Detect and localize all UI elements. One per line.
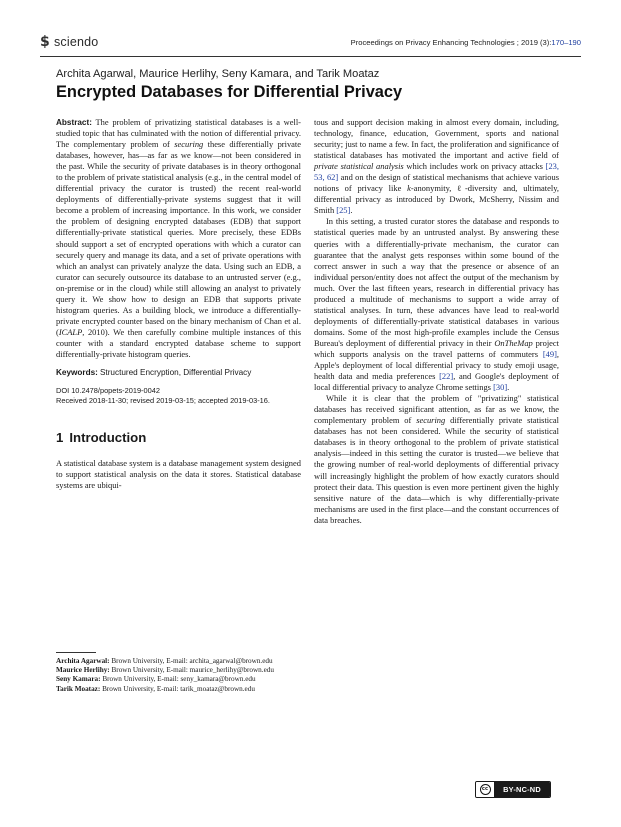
publication-meta — [56, 386, 301, 406]
body-emphasis: private statistical analysis — [314, 161, 404, 172]
body-emphasis: k — [407, 183, 411, 194]
intro-paragraph-continued — [314, 117, 559, 216]
author-list: Archita Agarwal, Maurice Herlihy, Seny Kamara, and Tarik Moataz — [56, 68, 380, 80]
footnote-affiliation: Brown University, E-mail: seny_kamara@brown.edu — [100, 675, 256, 684]
abstract-emphasis: securing — [174, 139, 204, 150]
doi: DOI 10.2478/popets-2019-0042 — [56, 386, 160, 396]
journal-citation — [351, 38, 581, 47]
header-rule — [40, 56, 581, 57]
journal-name: Proceedings on Privacy Enhancing Technologies ; 2019 (3): — [350, 37, 552, 47]
body-text: , and Google's deployment of local differential privacy to analyze Chrome settings — [314, 371, 559, 393]
citation-link[interactable]: [23, 53, 62] — [314, 161, 559, 183]
abstract-emphasis: ICALP — [58, 326, 83, 337]
journal-pages-link[interactable]: 170–190 — [551, 37, 581, 47]
page-header — [40, 34, 581, 50]
left-column — [56, 117, 301, 491]
body-text: , Apple's deployment of local differential privacy to study emoji usage, health data and media preferences — [314, 348, 559, 382]
paper-title: Encrypted Databases for Differential Privacy — [56, 83, 403, 101]
footnote-author: Tarik Moataz: — [56, 684, 101, 693]
intro-paragraph: A statistical database system is a database management system designed to support statistical analysis on the data it stores. Statistical database systems are ubiqui- — [56, 458, 301, 491]
citation-link[interactable]: [49] — [542, 348, 557, 359]
received-dates: Received 2018-11-30; revised 2019-03-15; accepted 2019-03-16. — [56, 396, 270, 406]
footnote-rule — [56, 652, 96, 653]
abstract-text: these differentially private databases, however, has—as far as we know—not been considered in the past. While the security of private databases is in theory orthogonal to the problem of private statistical analysis (e.g., in the central model of differential privacy the curator is trusted) the recent real-world deployments of differentially-private systems suggest that it will become a problem of increasing importance. In this work, we consider the problem of designing encrypted databases (EDB) that support differentially-private statistical queries. More precisely, these EDBs should support a set of encrypted operations with which a curator can securely query and manage its data, and a set of private operations with which an analyst can privately analyze the data. Using such an EDB, a curator can securely outsource its database to an untrusted server (e.g., on-premise or in the cloud) while still allowing an analyst to privately query it. We show how to design an EDB that supports private histogram queries. As a building block, we introduce a differentially-private encrypted counter based on the binary mechanism of Chan et al. ( — [56, 139, 302, 337]
body-text: and on the design of statistical mechanisms that achieve various notions of privacy like — [314, 172, 559, 194]
license-badge[interactable] — [475, 781, 551, 798]
author-footnotes — [56, 657, 301, 694]
body-text: . — [507, 382, 510, 393]
body-text: -anonymity, ℓ-diversity and, ultimately, differential privacy as introduced by Dwork, McSherry, Nissim and Smith — [314, 183, 559, 216]
body-text: project which supports analysis on the travel patterns of commuters — [314, 337, 559, 359]
body-text: In this setting, a trusted curator stores the database and responds to statistical queries made by an untrusted analyst. By answering these queries with a differentially-private mechanism, the curator can guarantee that the analyst gets responses within some bound of the correct answer in such a way that the presence or absence of an individual person/entity does not affect the output of the mechanism by much. Over the last fifteen years, research in differential privacy has produced a multitude of mechanisms to support a wide array of statistical analyses. In turn, these advances have lead to real-world deployments of differentially-private statistical databases in various domains. Some of the most high-profile examples include the Census Bureau's deployment of differential privacy in their — [314, 216, 559, 348]
abstract-text: , 2010). We then carefully combine multiple instances of this counter with a standard encrypted database scheme to support differentially-private histogram queries. — [56, 326, 301, 359]
keywords — [56, 367, 301, 378]
body-text: which includes work on privacy attacks — [403, 161, 546, 172]
body-paragraph — [314, 393, 559, 526]
footnote-item — [56, 685, 301, 694]
footnote-item — [56, 657, 301, 666]
abstract-label: Abstract: — [56, 118, 92, 127]
sciendo-icon: $ — [40, 34, 50, 50]
body-emphasis: OnTheMap — [494, 337, 533, 348]
citation-link[interactable]: [30] — [493, 382, 508, 393]
footnote-author: Archita Agarwal: — [56, 657, 110, 665]
footnote-author: Maurice Herlihy: — [56, 666, 110, 675]
footnote-author: Seny Kamara: — [56, 675, 101, 684]
body-paragraph — [314, 216, 559, 393]
citation-link[interactable]: [22] — [439, 371, 454, 382]
body-emphasis: securing — [416, 415, 446, 426]
footnote-item — [56, 675, 301, 684]
publisher-name: sciendo — [53, 35, 99, 49]
license-label: BY-NC-ND — [494, 782, 550, 797]
body-text: tous and support decision making in almost every domain, including, technology, finance, education, Government, sports and national security; just to name a few. In fact, the proliferation and significance of statistical databases has motivated the important and active field of — [314, 117, 559, 161]
section-title: Introduction — [69, 430, 147, 446]
abstract — [56, 117, 301, 360]
footnote-affiliation: Brown University, E-mail: tarik_moataz@brown.edu — [100, 684, 255, 693]
cc-logo — [476, 782, 494, 797]
footnote-affiliation: Brown University, E-mail: archita_agarwal@brown.edu — [109, 657, 273, 665]
footnote-item — [56, 666, 301, 675]
body-text: While it is clear that the problem of "privatizing" statistical databases has received significant attention, as far as we know, the complementary problem of — [314, 393, 559, 426]
keywords-text: Structured Encryption, Differential Privacy — [99, 368, 252, 378]
creative-commons-icon: cc — [480, 784, 491, 795]
body-text: differentially private statistical databases has not been considered. While the security of statistical databases is in theory orthogonal to the problem of private statistical analysis—indeed in this setting the curator is trusted—we believe that the growing number of real-world deployments of differential privacy will increasingly highlight the problem of how exactly curators should protect their data. This question is even more pertinent given the highly sensitive nature of the data—which is why differentially-private mechanisms are used in the first place—and the constant occurrences of data breaches. — [314, 415, 559, 525]
publisher-logo — [40, 35, 98, 49]
body-text: . — [350, 205, 353, 216]
section-heading — [56, 430, 301, 446]
citation-link[interactable]: [25] — [336, 205, 351, 216]
keywords-label: Keywords: — [56, 368, 98, 378]
section-number: 1 — [56, 430, 64, 446]
right-column — [314, 117, 559, 526]
abstract-text: The problem of privatizing statistical databases is a well-studied topic that has culminated with the notion of differential privacy. The complementary problem of — [56, 117, 301, 150]
footnote-affiliation: Brown University, E-mail: maurice_herlihy@brown.edu — [109, 666, 274, 675]
